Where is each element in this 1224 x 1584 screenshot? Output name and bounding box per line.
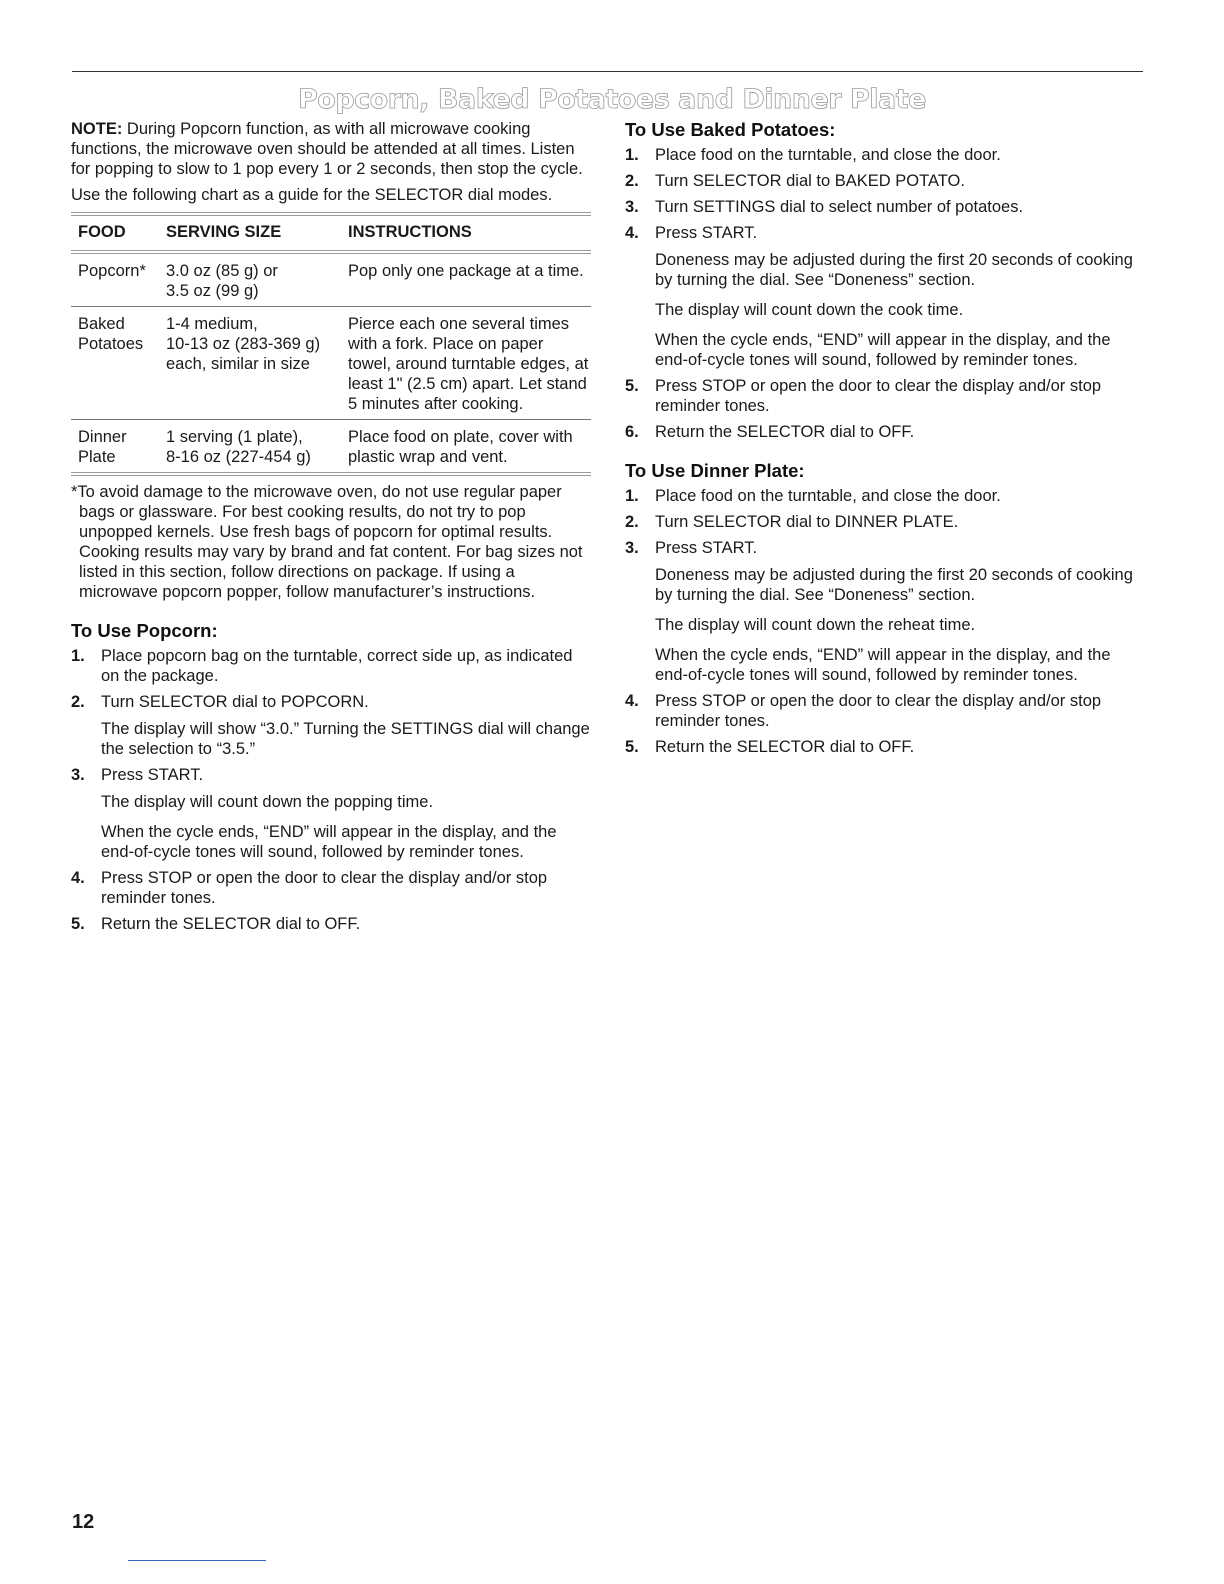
step-text: Turn SELECTOR dial to POPCORN.: [101, 693, 369, 711]
table-row: [71, 307, 591, 420]
top-rule: [72, 71, 1143, 72]
step-text: Turn SELECTOR dial to DINNER PLATE.: [655, 513, 959, 531]
step-number: 3.: [71, 766, 85, 784]
step-detail: Doneness may be adjusted during the first 20 seconds of cooking by turning the dial. See “Doneness” section.: [655, 251, 1133, 289]
cell-food: Baked Potatoes: [78, 315, 144, 353]
step-text: Press STOP or open the door to clear the display and/or stop reminder tones.: [655, 377, 1102, 415]
footer-link-underline: [128, 1560, 266, 1561]
cell-serving-size: 1 serving (1 plate), 8-16 oz (227-454 g): [166, 428, 311, 466]
step-item: [625, 171, 1145, 191]
note-paragraph: [71, 119, 591, 179]
step-item: [625, 422, 1145, 442]
step-number: 3.: [625, 198, 639, 216]
step-detail: Doneness may be adjusted during the first 20 seconds of cooking by turning the dial. See “Doneness” section.: [655, 566, 1133, 604]
step-number: 1.: [625, 487, 639, 505]
step-number: 2.: [71, 693, 85, 711]
header-serving-size: SERVING SIZE: [166, 223, 282, 241]
step-detail: The display will count down the reheat time.: [655, 616, 976, 634]
step-text: Place food on the turntable, and close the door.: [655, 146, 1001, 164]
header-instructions: INSTRUCTIONS: [348, 223, 472, 241]
step-item: [625, 223, 1145, 370]
step-number: 5.: [625, 377, 639, 395]
step-text: Place popcorn bag on the turntable, correct side up, as indicated on the package.: [101, 647, 573, 685]
cell-instructions: Pierce each one several times with a fork. Place on paper towel, around turntable edges, at least 1" (2.5 cm) apart. Let stand 5 minutes after cooking.: [348, 315, 589, 413]
step-text: Place food on the turntable, and close the door.: [655, 487, 1001, 505]
step-detail: When the cycle ends, “END” will appear in the display, and the end-of-cycle tones will sound, followed by reminder tones.: [101, 823, 557, 861]
step-number: 5.: [71, 915, 85, 933]
step-number: 4.: [71, 869, 85, 887]
step-number: 2.: [625, 172, 639, 190]
step-text: Return the SELECTOR dial to OFF.: [655, 738, 915, 756]
step-text: Press STOP or open the door to clear the display and/or stop reminder tones.: [655, 692, 1102, 730]
cell-instructions: Place food on plate, cover with plastic wrap and vent.: [348, 428, 573, 466]
chart-guide-text: Use the following chart as a guide for the SELECTOR dial modes.: [71, 186, 553, 204]
dinner-plate-heading: To Use Dinner Plate:: [625, 460, 805, 481]
baked-potatoes-steps: [625, 145, 1145, 442]
header-food: FOOD: [78, 223, 126, 241]
step-text: Return the SELECTOR dial to OFF.: [101, 915, 361, 933]
step-number: 2.: [625, 513, 639, 531]
step-item: [71, 868, 591, 908]
table-body: [71, 252, 591, 474]
step-detail: When the cycle ends, “END” will appear in the display, and the end-of-cycle tones will sound, followed by reminder tones.: [655, 331, 1111, 369]
step-text: Press STOP or open the door to clear the display and/or stop reminder tones.: [101, 869, 548, 907]
baked-potatoes-heading: To Use Baked Potatoes:: [625, 119, 836, 140]
step-text: Press START.: [101, 766, 204, 784]
step-item: [71, 692, 591, 759]
step-number: 1.: [625, 146, 639, 164]
step-number: 5.: [625, 738, 639, 756]
step-text: Turn SELECTOR dial to BAKED POTATO.: [655, 172, 965, 190]
left-column: [71, 119, 591, 940]
step-item: [71, 646, 591, 686]
popcorn-section: [71, 620, 591, 934]
step-detail: The display will count down the cook time.: [655, 301, 964, 319]
step-item: [625, 737, 1145, 757]
selector-chart-table: [71, 212, 591, 476]
step-item: [625, 376, 1145, 416]
cell-instructions: Pop only one package at a time.: [348, 262, 584, 280]
step-item: [625, 197, 1145, 217]
page-number: 12: [72, 1511, 95, 1533]
step-text: Press START.: [655, 539, 758, 557]
step-item: [71, 914, 591, 934]
cell-food: Popcorn*: [78, 262, 146, 280]
step-text: Turn SETTINGS dial to select number of potatoes.: [655, 198, 1024, 216]
step-number: 3.: [625, 539, 639, 557]
popcorn-heading: To Use Popcorn:: [71, 620, 218, 641]
popcorn-steps: [71, 646, 591, 934]
step-detail: The display will show “3.0.” Turning the SETTINGS dial will change the selection to “3.5.”: [101, 720, 590, 758]
table-header-row: [71, 214, 591, 252]
note-text: During Popcorn function, as with all microwave cooking functions, the microwave oven should be attended at all times. Listen for popping to slow to 1 pop every 1 or 2 seconds, then stop the cycle.: [71, 120, 583, 178]
cell-serving-size: 1-4 medium, 10-13 oz (283-369 g) each, similar in size: [166, 315, 321, 373]
table-row: [71, 252, 591, 307]
step-item: [625, 486, 1145, 506]
step-detail: When the cycle ends, “END” will appear in the display, and the end-of-cycle tones will sound, followed by reminder tones.: [655, 646, 1111, 684]
step-item: [625, 145, 1145, 165]
step-number: 1.: [71, 647, 85, 665]
step-number: 4.: [625, 224, 639, 242]
dinner-plate-steps: [625, 486, 1145, 757]
cell-food: Dinner Plate: [78, 428, 127, 466]
footnote: *To avoid damage to the microwave oven, do not use regular paper bags or glassware. For best cooking results, do not try to pop unpopped kernels. Use fresh bags of popcorn for optimal results. Cooking results may vary by brand and fat content. For bag sizes not listed in this section, follow directions on package. If using a microwave popcorn popper, follow manufacturer’s instructions.: [71, 483, 583, 601]
step-item: [625, 538, 1145, 685]
step-text: Press START.: [655, 224, 758, 242]
note-label: NOTE:: [71, 120, 123, 138]
table-row: [71, 420, 591, 475]
step-item: [71, 765, 591, 862]
step-text: Return the SELECTOR dial to OFF.: [655, 423, 915, 441]
right-column: [625, 119, 1145, 763]
dinner-plate-section: [625, 460, 1145, 757]
cell-serving-size: 3.0 oz (85 g) or 3.5 oz (99 g): [166, 262, 278, 300]
step-item: [625, 691, 1145, 731]
step-number: 4.: [625, 692, 639, 710]
step-detail: The display will count down the popping time.: [101, 793, 434, 811]
baked-potatoes-section: [625, 119, 1145, 442]
step-item: [625, 512, 1145, 532]
step-number: 6.: [625, 423, 639, 441]
page-title: Popcorn, Baked Potatoes and Dinner Plate: [298, 84, 926, 115]
